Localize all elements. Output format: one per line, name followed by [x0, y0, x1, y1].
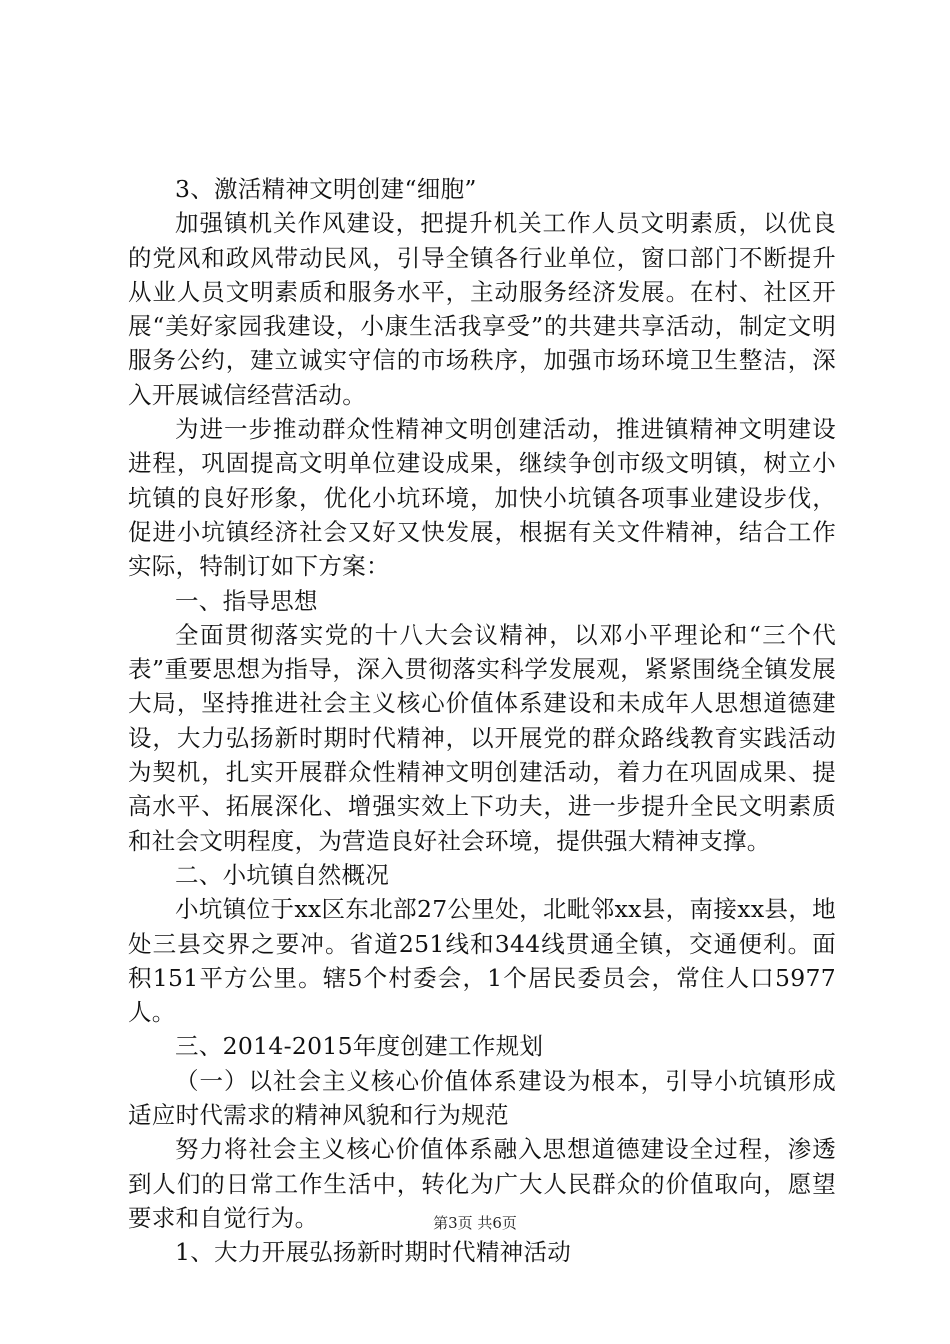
subheading-core-values: （一）以社会主义核心价值体系建设为根本，引导小坑镇形成适应时代需求的精神风貌和行为规范 [128, 1066, 836, 1130]
paragraph-guiding-thought: 全面贯彻落实党的十八大会议精神，以邓小平理论和“三个代表”重要思想为指导，深入贯彻落实科学发展观，紧紧围绕全镇发展大局，坚持推进社会主义核心价值体系建设和未成年人思想道德建设，大力弘扬新时期时代精神，以开展党的群众路线教育实践活动为契机，扎实开展群众性精神文明创建活动，着力在巩固成果、提高水平、拓展深化、增强实效上下功夫，进一步提升全民文明素质和社会文明程度，为营造良好社会环境，提供强大精神支撑。 [128, 620, 836, 855]
paragraph-work-style: 加强镇机关作风建设，把提升机关工作人员文明素质，以优良的党风和政风带动民风，引导全镇各行业单位，窗口部门不断提升从业人员文明素质和服务水平，主动服务经济发展。在村、社区开展“美好家园我建设，小康生活我享受”的共建共享活动，制定文明服务公约，建立诚实守信的市场秩序，加强市场环境卫生整洁，深入开展诚信经营活动。 [128, 209, 836, 409]
document-body [128, 172, 836, 1270]
heading-work-plan: 三、2014-2015年度创建工作规划 [175, 1032, 544, 1061]
paragraph-core-values: 努力将社会主义核心价值体系融入思想道德建设全过程，渗透到人们的日常工作生活中，转化为广大人民群众的价值取向，愿望要求和自觉行为。 [128, 1135, 836, 1232]
subheading-activate-cells: 3、激活精神文明创建“细胞” [175, 175, 477, 203]
heading-town-overview: 二、小坑镇自然概况 [175, 860, 390, 889]
heading-guiding-thought: 一、指导思想 [175, 586, 318, 615]
page-number-footer: 第3页 共6页 [433, 1214, 517, 1232]
paragraph-town-overview: 小坑镇位于xx区东北部27公里处，北毗邻xx县，南接xx县，地处三县交界之要冲。省道251线和344线贯通全镇，交通便利。面积151平方公里。辖5个村委会，1个居民委员会，常住人口5977人。 [128, 895, 836, 1027]
subheading-era-spirit: 1、大力开展弘扬新时期时代精神活动 [175, 1238, 572, 1267]
paragraph-purpose: 为进一步推动群众性精神文明创建活动，推进镇精神文明建设进程，巩固提高文明单位建设成果，继续争创市级文明镇，树立小坑镇的良好形象，优化小坑环境，加快小坑镇各项事业建设步伐，促进小坑镇经济社会又好又快发展，根据有关文件精神，结合工作实际，特制订如下方案： [128, 415, 836, 581]
